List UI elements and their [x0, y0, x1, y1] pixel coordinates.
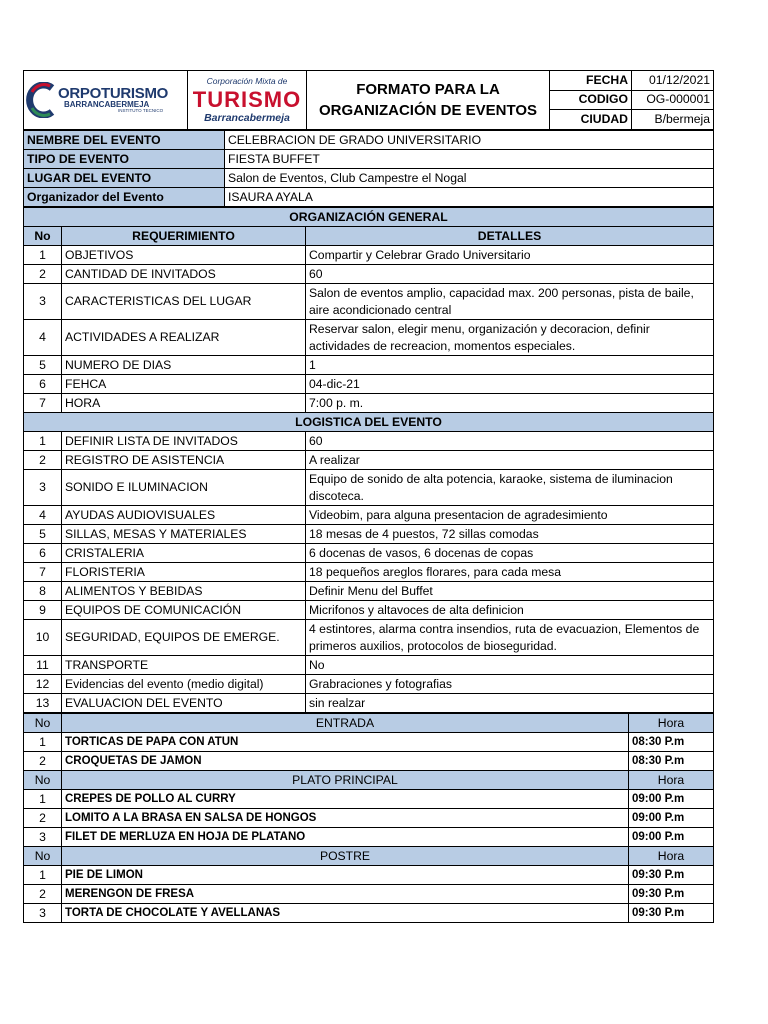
row-requirement: FEHCA: [62, 375, 306, 394]
row-detail: Reservar salon, elegir menu, organización y decoracion, definir actividades de recreacion, momentos especiales.: [306, 320, 714, 356]
row-requirement: FLORISTERIA: [62, 563, 306, 582]
row-number: 2: [24, 265, 62, 284]
list-item: [24, 809, 714, 828]
table-row: [24, 563, 714, 582]
table-row: [24, 694, 714, 713]
row-requirement: CRISTALERIA: [62, 544, 306, 563]
menu-section-plato-principal: PLATO PRINCIPAL: [62, 771, 629, 790]
list-item: [24, 866, 714, 885]
list-item: [24, 733, 714, 752]
section-title-general: ORGANIZACIÓN GENERAL: [24, 208, 714, 227]
list-item: [24, 904, 714, 923]
row-requirement: CANTIDAD DE INVITADOS: [62, 265, 306, 284]
menu-header-hora: Hora: [629, 847, 714, 866]
corpoturismo-logo-tagline: INSTITUTO TECNICO: [118, 108, 164, 114]
menu-header-no: No: [24, 771, 62, 790]
event-info-table: [23, 130, 714, 207]
row-detail: 6 docenas de vasos, 6 docenas de copas: [306, 544, 714, 563]
menu-item-number: 1: [24, 790, 62, 809]
row-number: 6: [24, 544, 62, 563]
table-row: [24, 656, 714, 675]
row-number: 12: [24, 675, 62, 694]
menu-item-name: CREPES DE POLLO AL CURRY: [62, 790, 629, 809]
table-row: [24, 265, 714, 284]
menu-item-time: 09:00 P.m: [629, 790, 714, 809]
row-detail: 18 mesas de 4 puestos, 72 sillas comodas: [306, 525, 714, 544]
row-requirement: AYUDAS AUDIOVISUALES: [62, 506, 306, 525]
row-detail: 7:00 p. m.: [306, 394, 714, 413]
menu-header-hora: Hora: [629, 771, 714, 790]
row-detail: 18 pequeños areglos florares, para cada mesa: [306, 563, 714, 582]
event-label: LUGAR DEL EVENTO: [24, 169, 225, 188]
table-row: [24, 582, 714, 601]
menu-item-name: FILET DE MERLUZA EN HOJA DE PLATANO: [62, 828, 629, 847]
table-row: [24, 432, 714, 451]
row-detail: Micrifonos y altavoces de alta definicion: [306, 601, 714, 620]
event-label: NEMBRE DEL EVENTO: [24, 131, 225, 150]
menu-section-postre: POSTRE: [62, 847, 629, 866]
menu-item-time: 09:30 P.m: [629, 885, 714, 904]
meta-label-fecha: FECHA: [550, 71, 632, 91]
row-requirement: EQUIPOS DE COMUNICACIÓN: [62, 601, 306, 620]
row-requirement: SILLAS, MESAS Y MATERIALES: [62, 525, 306, 544]
menu-item-time: 09:30 P.m: [629, 866, 714, 885]
row-number: 11: [24, 656, 62, 675]
table-row: [24, 675, 714, 694]
turismo-logo-word: TURISMO: [192, 87, 302, 112]
table-row: [24, 601, 714, 620]
turismo-logo-line1: Corporación Mixta de: [206, 76, 288, 86]
list-item: [24, 828, 714, 847]
row-requirement: Evidencias del evento (medio digital): [62, 675, 306, 694]
menu-item-time: 09:00 P.m: [629, 828, 714, 847]
row-number: 4: [24, 320, 62, 356]
menu-header-hora: Hora: [629, 714, 714, 733]
menu-item-number: 3: [24, 828, 62, 847]
meta-label-ciudad: CIUDAD: [550, 110, 632, 130]
event-label: TIPO DE EVENTO: [24, 150, 225, 169]
list-item: [24, 752, 714, 771]
event-value: CELEBRACION DE GRADO UNIVERSITARIO: [225, 131, 714, 150]
row-number: 9: [24, 601, 62, 620]
turismo-logo-line3: Barrancabermeja: [204, 112, 290, 124]
row-requirement: SEGURIDAD, EQUIPOS DE EMERGE.: [62, 620, 306, 656]
column-header-detalles: DETALLES: [306, 227, 714, 246]
row-detail: No: [306, 656, 714, 675]
row-requirement: SONIDO E ILUMINACION: [62, 470, 306, 506]
menu-item-number: 2: [24, 752, 62, 771]
row-detail: Equipo de sonido de alta potencia, karaoke, sistema de iluminacion discoteca.: [306, 470, 714, 506]
row-number: 7: [24, 563, 62, 582]
row-number: 4: [24, 506, 62, 525]
row-number: 1: [24, 246, 62, 265]
row-detail: 1: [306, 356, 714, 375]
header-table: [23, 70, 714, 130]
meta-value-codigo: OG-000001: [632, 90, 714, 110]
menu-item-name: TORTICAS DE PAPA CON ATUN: [62, 733, 629, 752]
meta-value-ciudad: B/bermeja: [632, 110, 714, 130]
turismo-logo: [188, 71, 307, 130]
menu-item-number: 1: [24, 733, 62, 752]
column-header-requerimiento: REQUERIMIENTO: [62, 227, 306, 246]
row-requirement: DEFINIR LISTA DE INVITADOS: [62, 432, 306, 451]
corpoturismo-logo: [24, 71, 188, 130]
row-requirement: NUMERO DE DIAS: [62, 356, 306, 375]
row-number: 3: [24, 284, 62, 320]
row-detail: Compartir y Celebrar Grado Universitario: [306, 246, 714, 265]
row-detail: sin realzar: [306, 694, 714, 713]
event-format-sheet: [23, 70, 713, 923]
menu-item-number: 2: [24, 885, 62, 904]
table-row: [24, 525, 714, 544]
menu-table: [23, 713, 714, 923]
table-row: [24, 544, 714, 563]
row-number: 13: [24, 694, 62, 713]
row-requirement: REGISTRO DE ASISTENCIA: [62, 451, 306, 470]
row-detail: Videobim, para alguna presentacion de agradesimiento: [306, 506, 714, 525]
corpoturismo-logo-name: ORPOTURISMO: [58, 85, 169, 103]
row-requirement: EVALUACION DEL EVENTO: [62, 694, 306, 713]
table-row: [24, 375, 714, 394]
event-label: Organizador del Evento: [24, 188, 225, 207]
table-row: [24, 394, 714, 413]
row-number: 5: [24, 356, 62, 375]
column-header-no: No: [24, 227, 62, 246]
menu-section-entrada: ENTRADA: [62, 714, 629, 733]
row-requirement: HORA: [62, 394, 306, 413]
row-detail: 60: [306, 265, 714, 284]
section-title-logistica: LOGISTICA DEL EVENTO: [24, 413, 714, 432]
row-number: 5: [24, 525, 62, 544]
menu-item-number: 1: [24, 866, 62, 885]
menu-item-time: 08:30 P.m: [629, 733, 714, 752]
row-number: 10: [24, 620, 62, 656]
row-detail: 4 estintores, alarma contra insendios, ruta de evacuazion, Elementos de primeros auxilios, protocolos de bioseguridad.: [306, 620, 714, 656]
requirements-table: [23, 207, 714, 713]
meta-label-codigo: CODIGO: [550, 90, 632, 110]
event-value: ISAURA AYALA: [225, 188, 714, 207]
table-row: [24, 451, 714, 470]
row-detail: 04-dic-21: [306, 375, 714, 394]
row-number: 6: [24, 375, 62, 394]
list-item: [24, 790, 714, 809]
row-number: 2: [24, 451, 62, 470]
row-number: 7: [24, 394, 62, 413]
row-requirement: OBJETIVOS: [62, 246, 306, 265]
menu-item-name: MERENGON DE FRESA: [62, 885, 629, 904]
meta-value-fecha: 01/12/2021: [632, 71, 714, 91]
table-row: [24, 506, 714, 525]
table-row: [24, 356, 714, 375]
menu-item-number: 2: [24, 809, 62, 828]
menu-item-name: LOMITO A LA BRASA EN SALSA DE HONGOS: [62, 809, 629, 828]
menu-item-name: PIE DE LIMON: [62, 866, 629, 885]
row-number: 1: [24, 432, 62, 451]
list-item: [24, 885, 714, 904]
table-row: [24, 284, 714, 320]
corpoturismo-emblem-icon: [26, 82, 56, 118]
menu-item-time: 09:30 P.m: [629, 904, 714, 923]
row-requirement: ACTIVIDADES A REALIZAR: [62, 320, 306, 356]
menu-header-no: No: [24, 847, 62, 866]
table-row: [24, 246, 714, 265]
row-number: 3: [24, 470, 62, 506]
row-detail: Definir Menu del Buffet: [306, 582, 714, 601]
table-row: [24, 470, 714, 506]
row-detail: A realizar: [306, 451, 714, 470]
table-row: [24, 620, 714, 656]
table-row: [24, 320, 714, 356]
menu-item-name: TORTA DE CHOCOLATE Y AVELLANAS: [62, 904, 629, 923]
event-value: Salon de Eventos, Club Campestre el Nogal: [225, 169, 714, 188]
menu-item-name: CROQUETAS DE JAMON: [62, 752, 629, 771]
row-requirement: CARACTERISTICAS DEL LUGAR: [62, 284, 306, 320]
menu-item-time: 08:30 P.m: [629, 752, 714, 771]
row-detail: Grabraciones y fotografias: [306, 675, 714, 694]
row-number: 8: [24, 582, 62, 601]
row-requirement: ALIMENTOS Y BEBIDAS: [62, 582, 306, 601]
menu-item-time: 09:00 P.m: [629, 809, 714, 828]
menu-item-number: 3: [24, 904, 62, 923]
event-value: FIESTA BUFFET: [225, 150, 714, 169]
menu-header-no: No: [24, 714, 62, 733]
row-detail: Salon de eventos amplio, capacidad max. 200 personas, pista de baile, aire acondicionado central: [306, 284, 714, 320]
row-requirement: TRANSPORTE: [62, 656, 306, 675]
document-title: FORMATO PARA LA ORGANIZACIÓN DE EVENTOS: [307, 71, 550, 130]
corpoturismo-logo-city: BARRANCABERMEJA: [64, 100, 150, 110]
row-detail: 60: [306, 432, 714, 451]
